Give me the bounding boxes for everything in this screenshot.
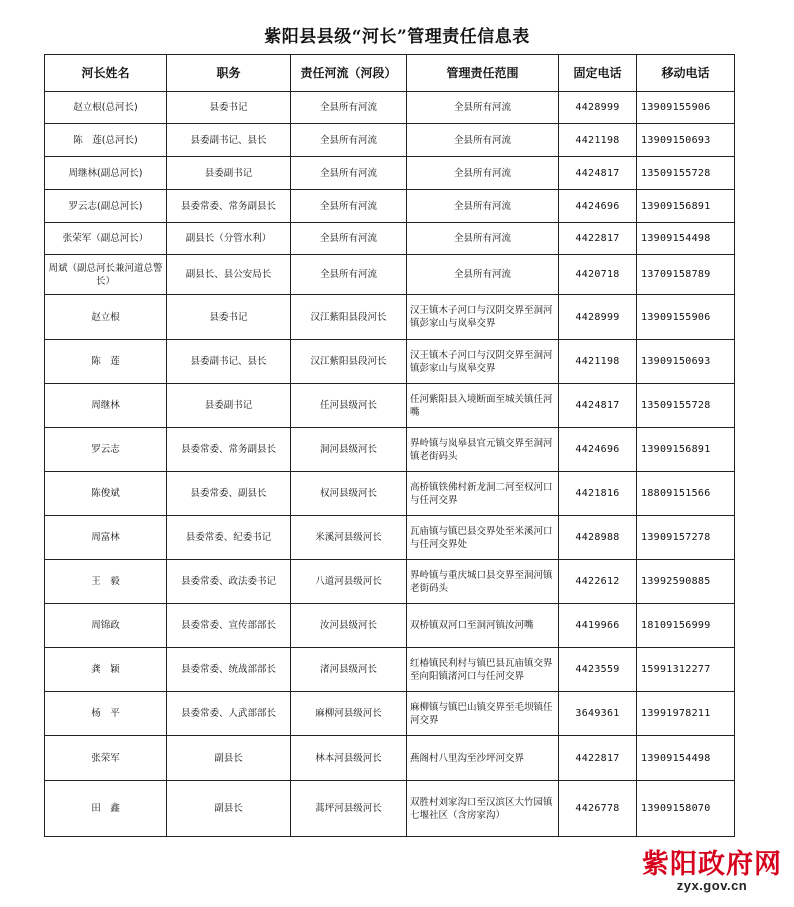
cell-landline: 4424696 [559,428,637,472]
cell-river: 任河县级河长 [291,384,407,428]
cell-scope: 双桥镇双河口至洞河镇汝河嘴 [407,604,559,648]
cell-mobile: 13992590885 [637,560,735,604]
cell-position: 县委副书记 [167,384,291,428]
table-row [45,295,735,340]
river-chief-table [44,54,735,837]
cell-scope: 瓦庙镇与镇巴县交界处至米溪河口与任河交界处 [407,516,559,560]
cell-scope: 界岭镇与重庆城口县交界至洞河镇老街码头 [407,560,559,604]
cell-river: 全县所有河流 [291,223,407,255]
cell-mobile: 13909150693 [637,124,735,157]
cell-river: 汉江紫阳县段河长 [291,295,407,340]
table-row [45,255,735,295]
cell-river: 权河县级河长 [291,472,407,516]
table-row [45,781,735,837]
cell-river: 麻柳河县级河长 [291,692,407,736]
cell-river: 全县所有河流 [291,190,407,223]
cell-position: 副县长 [167,781,291,837]
table-row [45,472,735,516]
table-row [45,736,735,781]
cell-position: 县委副书记、县长 [167,124,291,157]
cell-position: 县委常委、副县长 [167,472,291,516]
cell-landline: 4426778 [559,781,637,837]
cell-landline: 4421198 [559,340,637,384]
cell-name: 周锦政 [45,604,167,648]
site-watermark [642,851,782,893]
cell-landline: 4428999 [559,295,637,340]
cell-scope: 全县所有河流 [407,223,559,255]
cell-scope: 汉王镇木子河口与汉阴交界至洞河镇彭家山与岚皋交界 [407,340,559,384]
header-position: 职务 [167,55,291,92]
cell-mobile: 13509155728 [637,157,735,190]
cell-scope: 汉王镇木子河口与汉阴交界至洞河镇彭家山与岚皋交界 [407,295,559,340]
cell-scope: 燕阁村八里沟至沙坪河交界 [407,736,559,781]
cell-landline: 4422612 [559,560,637,604]
cell-scope: 全县所有河流 [407,255,559,295]
cell-name: 赵立根(总河长) [45,92,167,124]
cell-river: 八道河县级河长 [291,560,407,604]
cell-river: 全县所有河流 [291,157,407,190]
cell-name: 杨 平 [45,692,167,736]
cell-name: 周继林 [45,384,167,428]
cell-position: 县委常委、宣传部部长 [167,604,291,648]
cell-landline: 4424817 [559,157,637,190]
cell-landline: 4428999 [559,92,637,124]
cell-name: 周富林 [45,516,167,560]
cell-position: 副县长 [167,736,291,781]
table-row [45,223,735,255]
cell-river: 汉江紫阳县段河长 [291,340,407,384]
cell-river: 渚河县级河长 [291,648,407,692]
table-row [45,190,735,223]
cell-name: 罗云志 [45,428,167,472]
cell-mobile: 13909154498 [637,736,735,781]
table-row [45,124,735,157]
table-row [45,92,735,124]
cell-position: 县委常委、纪委书记 [167,516,291,560]
cell-name: 罗云志(副总河长) [45,190,167,223]
table-row [45,157,735,190]
cell-landline: 4424817 [559,384,637,428]
cell-landline: 4421198 [559,124,637,157]
cell-mobile: 15991312277 [637,648,735,692]
cell-mobile: 13909150693 [637,340,735,384]
cell-scope: 任河紫阳县入境断面至城关镇任河嘴 [407,384,559,428]
table-row [45,604,735,648]
cell-scope: 高桥镇铁佛村新龙洞二河至权河口与任河交界 [407,472,559,516]
cell-landline: 4422817 [559,223,637,255]
cell-position: 副县长、县公安局长 [167,255,291,295]
cell-mobile: 13909155906 [637,92,735,124]
table-header-row [45,55,735,92]
cell-river: 全县所有河流 [291,124,407,157]
cell-name: 周继林(副总河长) [45,157,167,190]
cell-scope: 界岭镇与岚皋县官元镇交界至洞河镇老街码头 [407,428,559,472]
cell-scope: 双胜村刘家沟口至汉滨区大竹园镇七堰社区（含房家沟） [407,781,559,837]
cell-river: 林本河县级河长 [291,736,407,781]
cell-name: 田 鑫 [45,781,167,837]
cell-river: 蒿坪河县级河长 [291,781,407,837]
cell-scope: 全县所有河流 [407,190,559,223]
cell-name: 陈 莲 [45,340,167,384]
cell-mobile: 13909156891 [637,190,735,223]
cell-scope: 全县所有河流 [407,157,559,190]
cell-landline: 4424696 [559,190,637,223]
cell-landline: 4419966 [559,604,637,648]
cell-landline: 4423559 [559,648,637,692]
cell-name: 龚 颖 [45,648,167,692]
watermark-url: zyx.gov.cn [676,878,748,893]
header-river: 责任河流（河段） [291,55,407,92]
cell-position: 县委常委、人武部部长 [167,692,291,736]
cell-position: 县委常委、常务副县长 [167,190,291,223]
header-landline: 固定电话 [559,55,637,92]
cell-mobile: 18109156999 [637,604,735,648]
header-scope: 管理责任范围 [407,55,559,92]
cell-river: 洞河县级河长 [291,428,407,472]
cell-name: 王 毅 [45,560,167,604]
cell-scope: 全县所有河流 [407,124,559,157]
watermark-logo: 紫阳政府网 [642,849,782,880]
table-row [45,384,735,428]
cell-name: 赵立根 [45,295,167,340]
cell-name: 张荣军（副总河长） [45,223,167,255]
cell-name: 周斌（副总河长兼河道总警长） [45,255,167,295]
cell-river: 汝河县级河长 [291,604,407,648]
cell-position: 副县长（分管水利） [167,223,291,255]
cell-name: 张荣军 [45,736,167,781]
cell-position: 县委常委、统战部部长 [167,648,291,692]
cell-mobile: 13991978211 [637,692,735,736]
cell-scope: 麻柳镇与镇巴山镇交界至毛坝镇任河交界 [407,692,559,736]
cell-scope: 全县所有河流 [407,92,559,124]
cell-landline: 4421816 [559,472,637,516]
header-name: 河长姓名 [45,55,167,92]
cell-position: 县委常委、政法委书记 [167,560,291,604]
table-row [45,516,735,560]
cell-scope: 红椿镇民利村与镇巴县瓦庙镇交界至向阳镇渚河口与任河交界 [407,648,559,692]
cell-landline: 3649361 [559,692,637,736]
cell-position: 县委副书记 [167,157,291,190]
cell-position: 县委副书记、县长 [167,340,291,384]
cell-position: 县委常委、常务副县长 [167,428,291,472]
cell-position: 县委书记 [167,92,291,124]
cell-position: 县委书记 [167,295,291,340]
cell-river: 全县所有河流 [291,255,407,295]
cell-mobile: 13909155906 [637,295,735,340]
cell-river: 米溪河县级河长 [291,516,407,560]
table-row [45,340,735,384]
cell-mobile: 13909156891 [637,428,735,472]
cell-landline: 4420718 [559,255,637,295]
table-row [45,648,735,692]
cell-name: 陈俊斌 [45,472,167,516]
cell-mobile: 13509155728 [637,384,735,428]
cell-landline: 4422817 [559,736,637,781]
header-mobile: 移动电话 [637,55,735,92]
cell-mobile: 13709158789 [637,255,735,295]
cell-mobile: 13909154498 [637,223,735,255]
cell-mobile: 18809151566 [637,472,735,516]
page-title: 紫阳县县级“河长”管理责任信息表 [264,27,530,47]
cell-river: 全县所有河流 [291,92,407,124]
cell-name: 陈 莲(总河长) [45,124,167,157]
table-row [45,428,735,472]
cell-mobile: 13909157278 [637,516,735,560]
cell-landline: 4428988 [559,516,637,560]
cell-mobile: 13909158070 [637,781,735,837]
table-row [45,560,735,604]
table-row [45,692,735,736]
